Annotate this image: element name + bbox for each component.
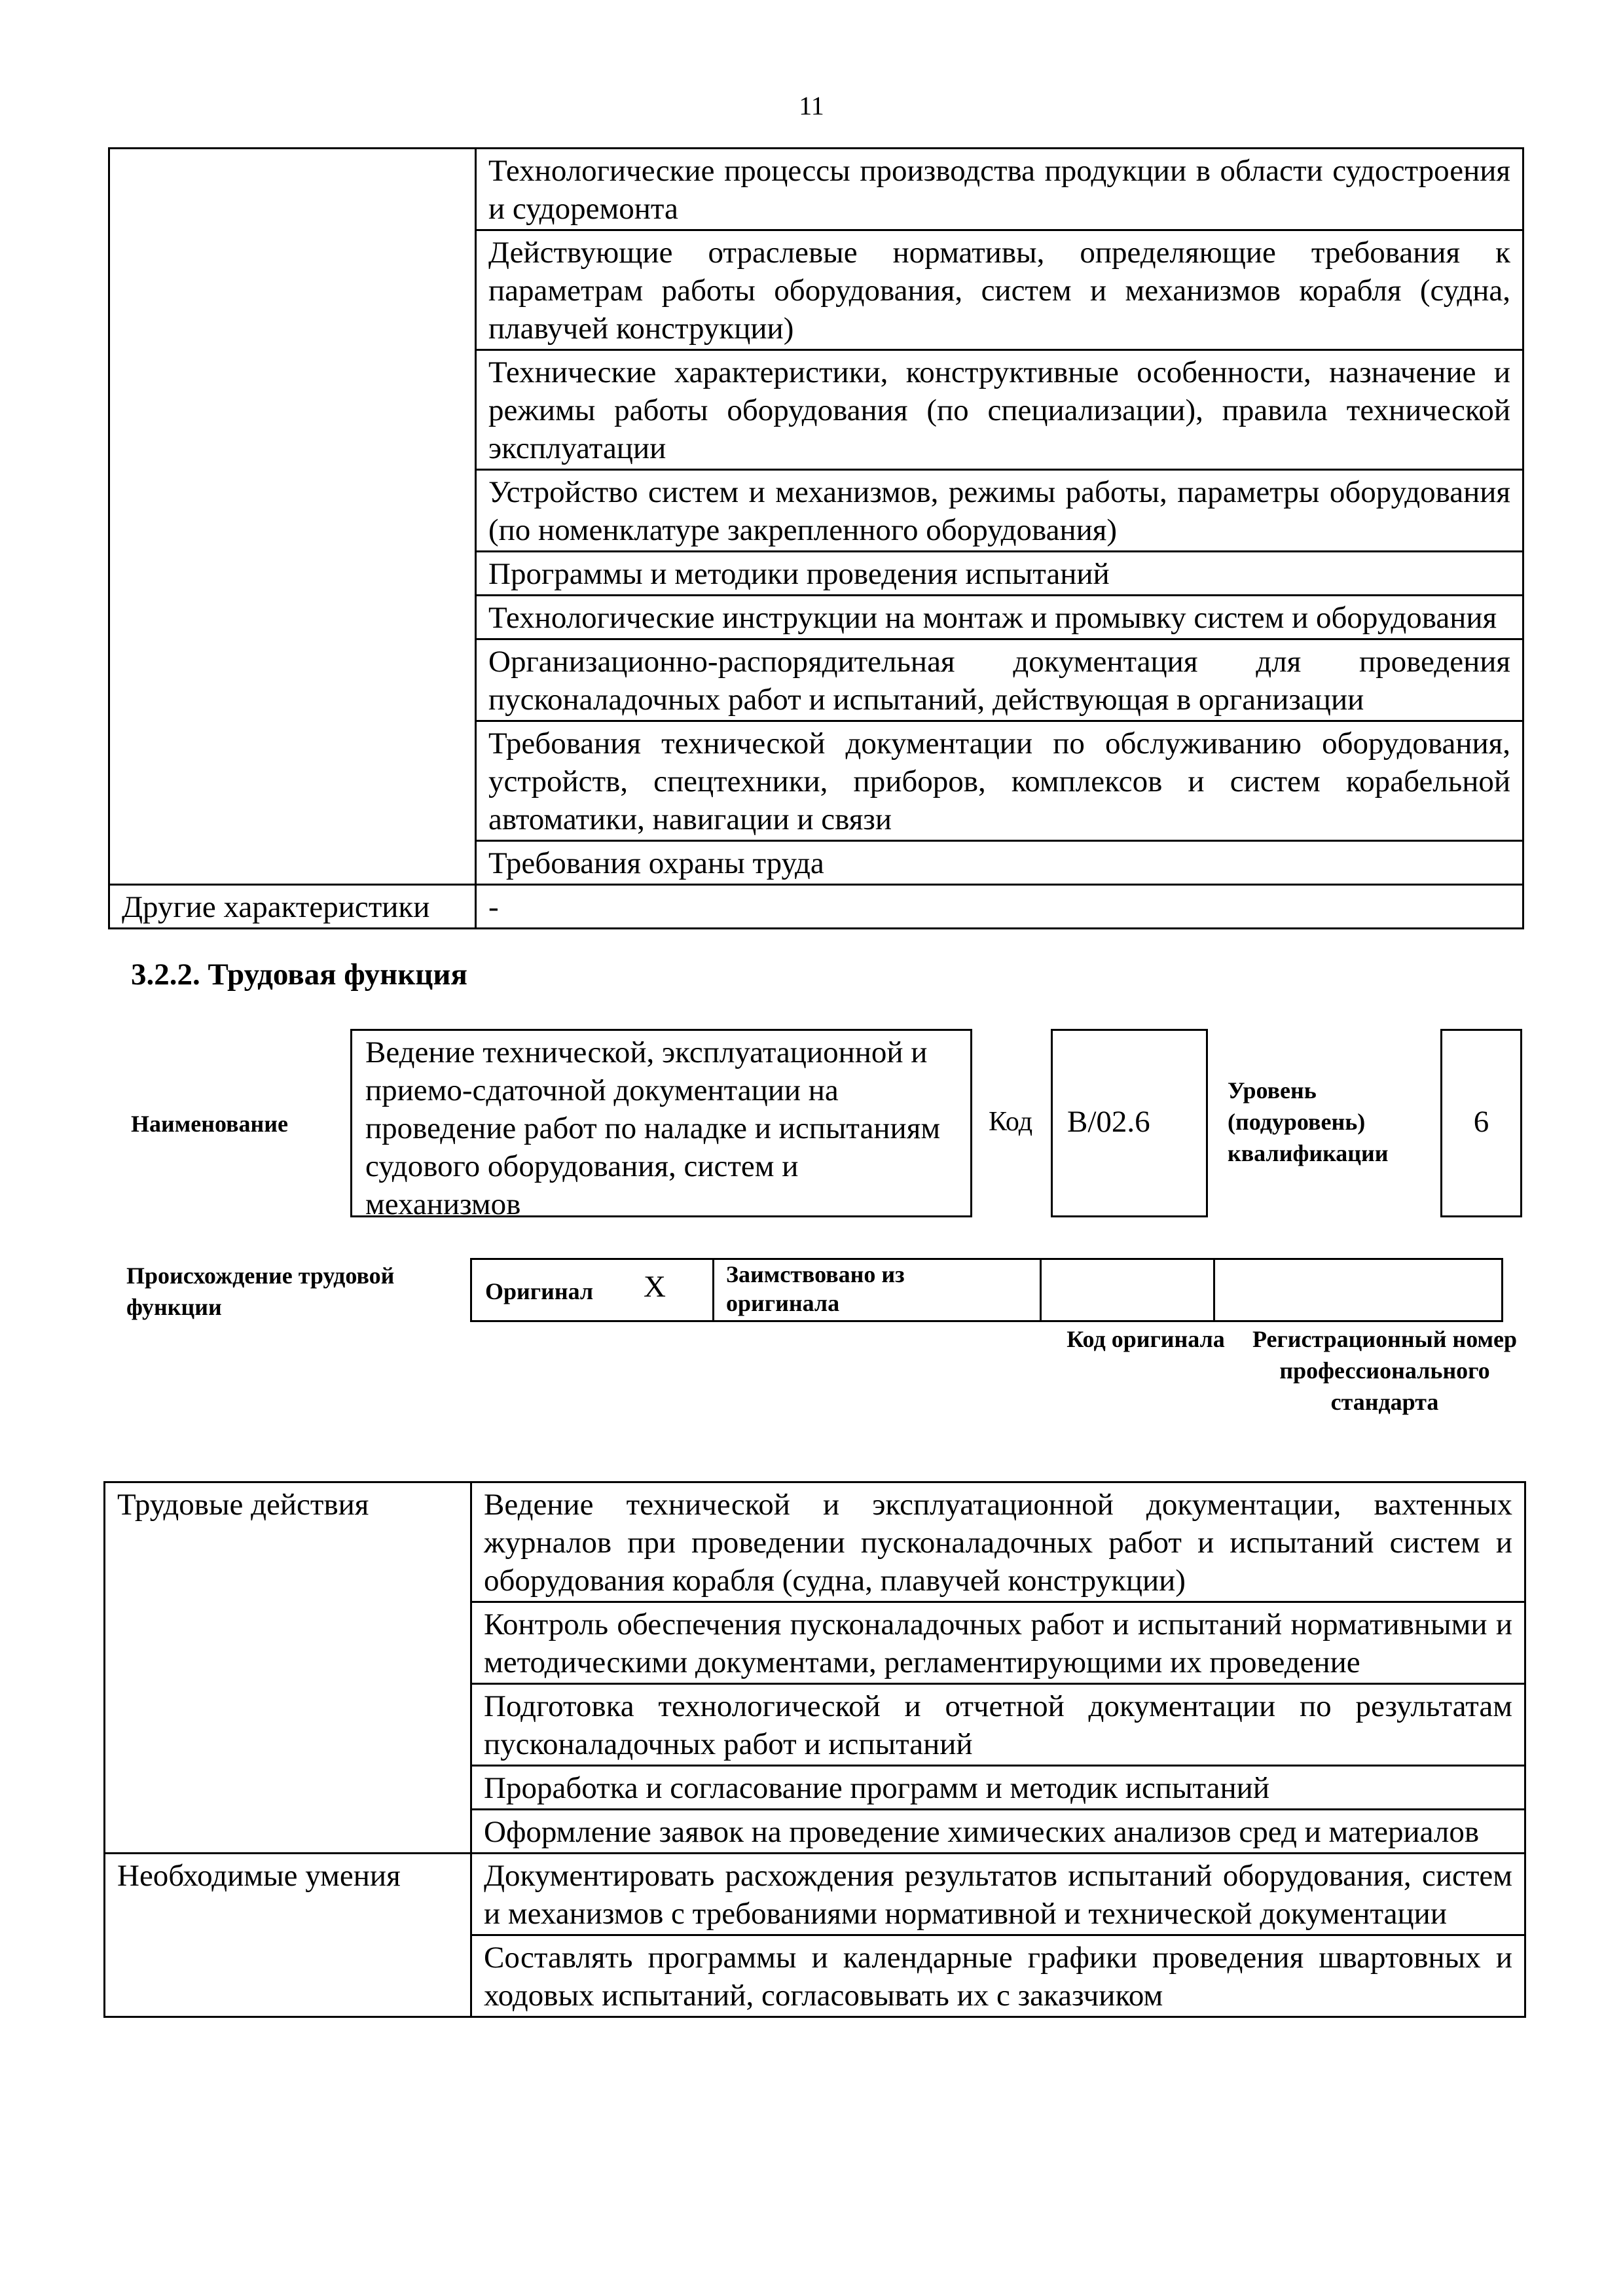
table-row [471, 1259, 1503, 1321]
table-row [109, 885, 1523, 929]
level-value: 6 [1473, 1105, 1489, 1139]
registration-number-cell [1214, 1259, 1503, 1321]
code-box [1051, 1029, 1208, 1217]
action-item: Контроль обеспечения пусконаладочных работ и испытаний нормативными и методическими документами, регламентирующими их проведение [471, 1602, 1525, 1684]
original-label: Оригинал [485, 1278, 594, 1304]
caption-code: Код оригинала [1067, 1326, 1225, 1352]
skill-item: Документировать расхождения результатов испытаний оборудования, систем и механизмов с требованиями нормативной и технической документации [471, 1854, 1525, 1935]
knowledge-item: Организационно-распорядительная документация для проведения пусконаладочных работ и испытаний, действующая в организации [476, 639, 1523, 721]
borrowed-label: Заимствовано из оригинала [726, 1261, 905, 1316]
other-characteristics-value: - [476, 885, 1523, 929]
skill-item: Составлять программы и календарные графики проведения швартовных и ходовых испытаний, согласовывать их с заказчиком [471, 1935, 1525, 2017]
page-number: 11 [799, 91, 824, 120]
origin-table [470, 1258, 1503, 1322]
knowledge-item: Программы и методики проведения испытаний [476, 552, 1523, 596]
knowledge-item: Технологические процессы производства продукции в области судостроения и судоремонта [476, 149, 1523, 230]
table-row [105, 1482, 1525, 1602]
section-heading: 3.2.2. Трудовая функция [131, 958, 467, 992]
original-cell [471, 1259, 714, 1321]
caption-registration: Регистрационный номер профессионального стандарта [1252, 1326, 1518, 1415]
code-label: Код [989, 1107, 1033, 1137]
table-row [105, 1854, 1525, 1935]
original-code-cell [1041, 1259, 1214, 1321]
knowledge-item: Действующие отраслевые нормативы, определяющие требования к параметрам работы оборудования, систем и механизмов корабля (судна, плавучей конструкции) [476, 230, 1523, 350]
empty-label-cell [109, 149, 476, 885]
level-label: Уровень (подуровень) квалификации [1228, 1077, 1389, 1166]
original-mark: X [644, 1270, 666, 1304]
action-item: Подготовка технологической и отчетной документации по результатам пусконаладочных работ и испытаний [471, 1684, 1525, 1766]
actions-table [103, 1481, 1526, 2018]
knowledge-item: Технологические инструкции на монтаж и промывку систем и оборудования [476, 596, 1523, 639]
action-item: Проработка и согласование программ и методик испытаний [471, 1766, 1525, 1810]
origin-label: Происхождение трудовой функции [126, 1263, 395, 1320]
knowledge-table [108, 147, 1524, 929]
action-item: Ведение технической и эксплуатационной документации, вахтенных журналов при проведении пусконаладочных работ и испытаний систем и оборудования корабля (судна, плавучей конструкции) [471, 1482, 1525, 1602]
code-value: B/02.6 [1067, 1105, 1150, 1139]
borrowed-cell [714, 1259, 1041, 1321]
other-characteristics-label: Другие характеристики [109, 885, 476, 929]
knowledge-item: Требования технической документации по обслуживанию оборудования, устройств, спецтехники, приборов, комплексов и систем корабельной автоматики, навигации и связи [476, 721, 1523, 841]
knowledge-item: Устройство систем и механизмов, режимы работы, параметры оборудования (по номенклатуре закрепленного оборудования) [476, 470, 1523, 552]
table-row [109, 149, 1523, 230]
action-item: Оформление заявок на проведение химических анализов сред и материалов [471, 1810, 1525, 1854]
skills-label: Необходимые умения [105, 1854, 471, 2017]
knowledge-item: Технические характеристики, конструктивные особенности, назначение и режимы работы оборудования (по специализации), правила технической эксплуатации [476, 350, 1523, 470]
function-name-box: Ведение технической, эксплуатационной и приемо-сдаточной документации на проведение работ по наладке и испытаниям судового оборудования, систем и механизмов [350, 1029, 972, 1217]
knowledge-item: Требования охраны труда [476, 841, 1523, 885]
level-box [1440, 1029, 1522, 1217]
name-label: Наименование [131, 1111, 288, 1137]
actions-label: Трудовые действия [105, 1482, 471, 1854]
